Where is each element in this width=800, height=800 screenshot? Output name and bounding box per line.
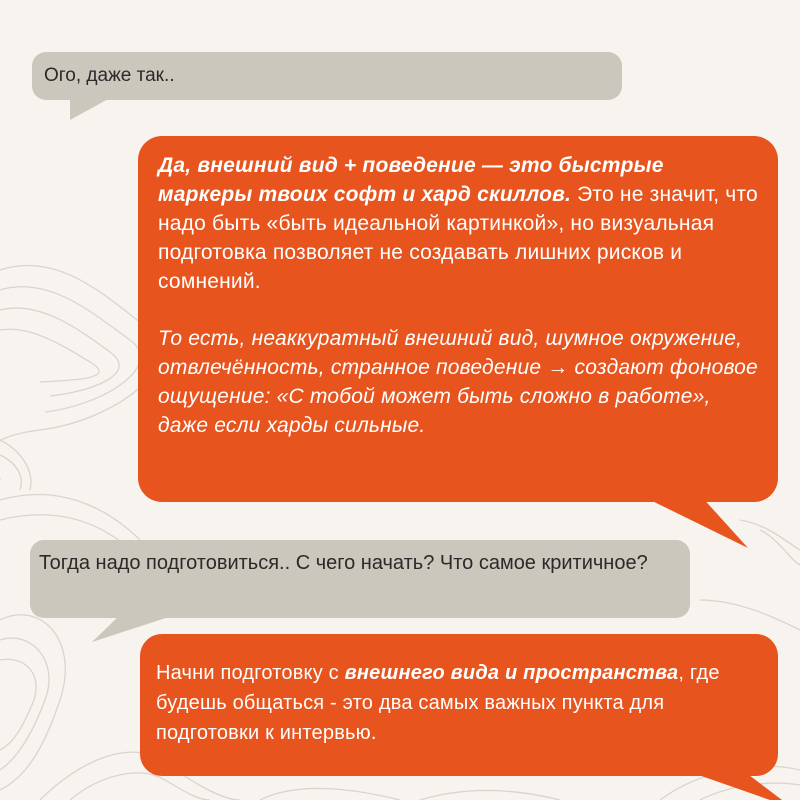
message-bold-text: Да, внешний вид + поведение — это быстрые маркеры твоих софт и хард скиллов.: [158, 154, 664, 206]
message-text: Начни подготовку с: [156, 662, 345, 684]
message-text: , где будешь общаться - это два самых важных пункта для подготовки к интервью.: [156, 662, 720, 744]
message-paragraph-2: То есть, неаккуратный внешний вид, шумное окружение, отвлечённость, странное поведение → создают фоновое ощущение: «С тобой может быть сложно в работе», даже если харды сильные.: [158, 327, 758, 437]
message-bold-text: внешнего вида и пространства: [344, 662, 679, 684]
message-text: Это не значит, что надо быть «быть идеальной картинкой», но визуальная подготовка позволяет не создавать лишних рисков и сомнений.: [158, 183, 758, 293]
message-body: [140, 634, 778, 776]
message-text: Тогда надо подготовиться.. С чего начать? Что самое критичное?: [30, 540, 690, 618]
message-text: Ого, даже так..: [32, 52, 622, 100]
